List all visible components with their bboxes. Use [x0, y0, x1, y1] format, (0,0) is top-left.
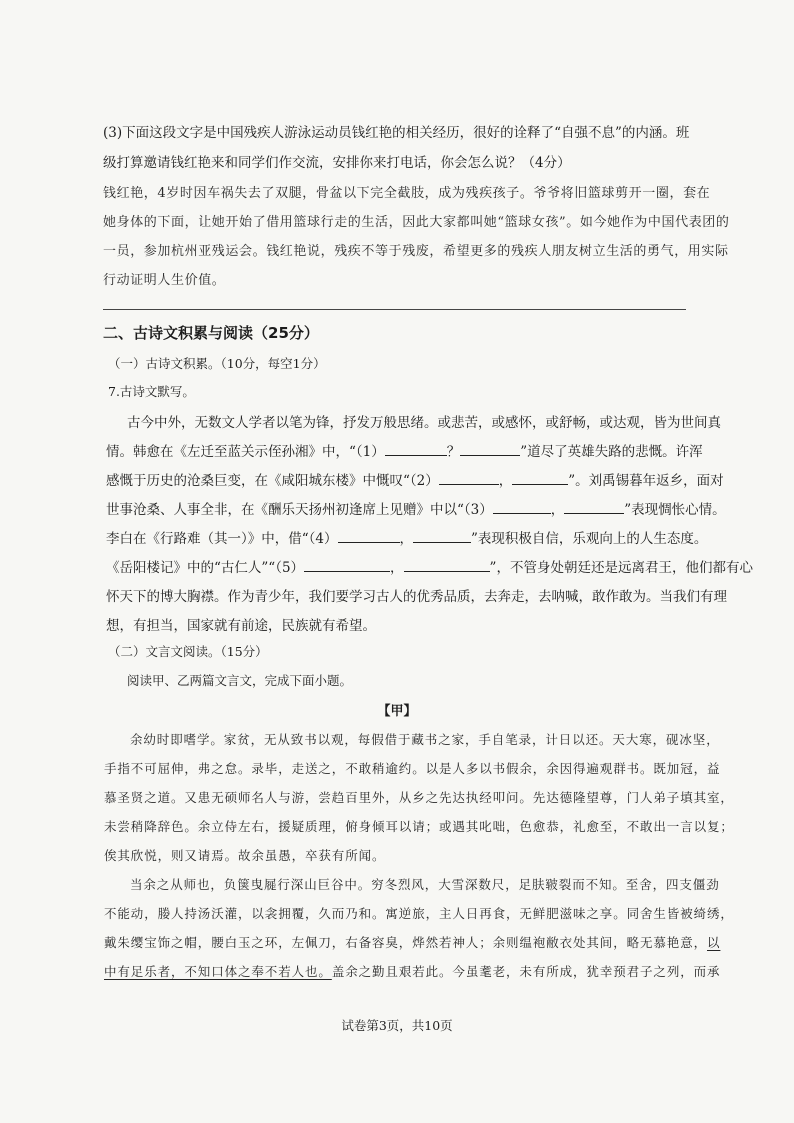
poem-paragraph-line: 怀天下的博大胸襟。作为青少年，我们要学习古人的优秀品质，去奔走，去呐喊，敢作敢为。当我们有理 [106, 589, 727, 605]
part-1-heading: （一）古诗文积累。（10分，每空1分） [108, 356, 326, 371]
classical-text: 戴朱缨宝饰之帽，腰白玉之环，左佩刀，右备容臭，烨然若神人；余则缊袍敝衣处其间，略无慕艳意， [104, 935, 708, 950]
underlined-sentence: 以 [707, 935, 721, 950]
underlined-sentence: 中有足乐者，不知口体之奉不若人也。 [104, 964, 332, 979]
classical-text-line: 慕圣贤之道。又患无硕师名人与游，尝趋百里外，从乡之先达执经叩问。先达德隆望尊，门人弟子填其室， [104, 790, 734, 805]
answer-divider [103, 309, 686, 310]
classical-text-line: 余幼时即嗜学。家贫，无从致书以观，每假借于藏书之家，手自笔录，计日以还。天大寒，砚冰坚， [130, 732, 720, 747]
handwritten-answer-line: 行动证明人生价值。 [103, 273, 226, 288]
classical-text: 盖余之勤且艰若此。今虽耄老，未有所成，犹幸预君子之列，而承 [331, 964, 721, 979]
poem-text: 情。韩愈在《左迁至蓝关示侄孙湘》中，“（1） [106, 444, 385, 460]
poem-text: ， [550, 502, 565, 518]
fill-blank-3a[interactable] [493, 501, 551, 514]
poem-paragraph-line [106, 498, 726, 518]
poem-text: ， [390, 560, 404, 576]
poem-paragraph-line [106, 440, 703, 460]
poem-text: ”表现积极自信，乐观向上的人生态度。 [471, 531, 708, 547]
poem-text: 感慨于历史的沧桑巨变，在《咸阳城东楼》中慨叹“（2） [106, 473, 439, 489]
fill-blank-2b[interactable] [512, 472, 568, 485]
poem-text: ”道尽了英雄失路的悲慨。许浑 [520, 444, 703, 460]
handwritten-answer-line: 她身体的下面，让她开始了借用篮球行走的生活，因此大家都叫她“篮球女孩”。如今她作为中国代表团的 [103, 215, 730, 230]
fill-blank-3b[interactable] [564, 501, 624, 514]
reading-instruction: 阅读甲、乙两篇文言文，完成下面小题。 [127, 673, 353, 688]
poem-text: ， [399, 531, 413, 547]
part-2-heading: （二）文言文阅读。（15分） [108, 644, 268, 659]
classical-text-line: 未尝稍降辞色。余立侍左右，援疑质理，俯身倾耳以请；或遇其叱咄，色愈恭，礼愈至，不敢出一言以复； [104, 819, 734, 834]
classical-text-line: 手指不可屈伸，弗之怠。录毕，走送之，不敢稍逾约。以是人多以书假余，余因得遍观群书。既加冠，益 [104, 761, 721, 776]
poem-paragraph-line: 想，有担当，国家就有前途，民族就有希望。 [106, 618, 376, 634]
passage-jia-title: 【甲】 [377, 704, 417, 719]
classical-text-line: 不能动，媵人持汤沃灌，以衾拥覆，久而乃和。寓逆旅，主人日再食，无鲜肥滋味之享。同舍生皆被绮绣， [104, 906, 734, 921]
fill-blank-5a[interactable] [304, 559, 390, 572]
poem-text: ？ [446, 444, 461, 460]
fill-blank-4b[interactable] [413, 530, 471, 543]
classical-text-line [104, 962, 720, 980]
fill-blank-1a[interactable] [385, 443, 447, 456]
poem-text: ”表现惆怅心情。 [624, 502, 726, 518]
question-3-line-1: (3)下面这段文字是中国残疾人游泳运动员钱红艳的相关经历，很好的诠释了“自强不息”的内涵。班 [103, 125, 690, 141]
question-3-line-2: 级打算邀请钱红艳来和同学们作交流，安排你来打电话，你会怎么说？（4分） [103, 155, 571, 171]
fill-blank-1b[interactable] [460, 443, 520, 456]
classical-text-line: 俟其欣悦，则又请焉。故余虽愚，卒获有所闻。 [104, 848, 386, 863]
page-footer: 试卷第3页，共10页 [341, 1018, 453, 1033]
section-2-title: 二、古诗文积累与阅读（25分） [103, 324, 319, 342]
poem-text: 世事沧桑、人事全非，在《酬乐天扬州初逢席上见赠》中以“（3） [106, 502, 493, 518]
question-7-label: 7.古诗文默写。 [108, 384, 195, 399]
poem-text: 《岳阳楼记》中的“古仁人”“（5） [106, 560, 305, 576]
poem-paragraph-line [106, 469, 724, 489]
handwritten-answer-line: 一员，参加杭州亚残运会。钱红艳说，残疾不等于残废，希望更多的残疾人朋友树立生活的勇气，用实际 [103, 244, 729, 259]
poem-paragraph-line: 古今中外，无数文人学者以笔为锋，抒发万般思绪。或悲苦，或感怀，或舒畅，或达观，皆为世间真 [127, 415, 721, 431]
fill-blank-2a[interactable] [439, 472, 499, 485]
poem-text: ， [498, 473, 513, 489]
classical-text-line [104, 933, 720, 951]
poem-text: 李白在《行路难（其一）》中，借“（4） [106, 531, 338, 547]
poem-text: ”，不管身处朝廷还是远离君王，他们都有心 [489, 560, 753, 576]
fill-blank-5b[interactable] [404, 559, 490, 572]
poem-paragraph-line [106, 556, 753, 576]
handwritten-answer-line: 钱红艳，4岁时因车祸失去了双腿，骨盆以下完全截肢，成为残疾孩子。爷爷将旧篮球剪开一圈，套在 [103, 186, 711, 201]
poem-text: ”。刘禹锡暮年返乡，面对 [568, 473, 724, 489]
classical-text-line: 当余之从师也，负箧曳屣行深山巨谷中。穷冬烈风，大雪深数尺，足肤皲裂而不知。至舍，四支僵劲 [130, 877, 720, 892]
poem-paragraph-line [106, 527, 707, 547]
fill-blank-4a[interactable] [338, 530, 400, 543]
